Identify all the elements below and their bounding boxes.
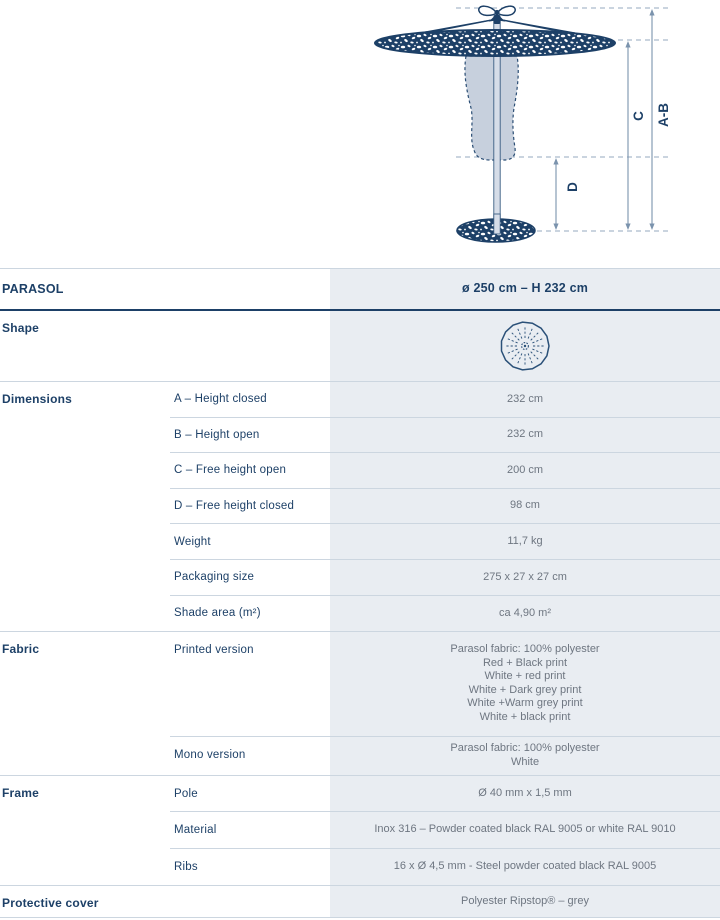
- protective-cover-shape: [465, 56, 518, 160]
- row-value: 275 x 27 x 27 cm: [330, 560, 720, 595]
- canopy: [375, 30, 615, 56]
- table-row: [170, 776, 720, 812]
- section-title-fabric: Fabric: [2, 642, 40, 657]
- row-value: 11,7 kg: [330, 524, 720, 559]
- table-row: [170, 418, 720, 454]
- row-label-empty: [170, 269, 330, 309]
- round-shape-icon: [498, 319, 552, 373]
- fabric-line: Parasol fabric: 100% polyester: [450, 742, 600, 755]
- row-label: Printed version: [174, 644, 254, 657]
- section-frame: [0, 776, 720, 886]
- row-value: 232 cm: [330, 382, 720, 417]
- table-row: [170, 632, 720, 737]
- table-row: [170, 524, 720, 560]
- section-fabric: [0, 632, 720, 776]
- row-label: D – Free height closed: [174, 500, 295, 513]
- row-label: B – Height open: [174, 428, 260, 441]
- row-label-empty: [170, 311, 330, 381]
- section-title-protective-cover: Protective cover: [2, 896, 99, 911]
- row-value-multiline: [330, 737, 720, 776]
- section-dimensions: [0, 382, 720, 632]
- section-parasol: [0, 269, 720, 311]
- row-label: Pole: [174, 787, 198, 800]
- table-row: [170, 886, 720, 917]
- row-value: Ø 40 mm x 1,5 mm: [330, 776, 720, 811]
- section-title-frame: Frame: [2, 786, 40, 801]
- shape-value-cell: [330, 311, 720, 381]
- row-label: Shade area (m²): [174, 607, 261, 620]
- row-label: A – Height closed: [174, 393, 267, 406]
- fabric-line: Red + Black print: [482, 656, 568, 669]
- table-row: [170, 737, 720, 776]
- parasol-diagram: [0, 0, 720, 268]
- row-label-empty: [170, 886, 330, 917]
- dimension-label-c: C: [631, 111, 646, 121]
- table-row: [170, 269, 720, 309]
- row-value: 200 cm: [330, 453, 720, 488]
- fabric-line: White + red print: [484, 670, 566, 683]
- row-label: Material: [174, 824, 217, 837]
- row-label: Packaging size: [174, 571, 255, 584]
- section-title-shape: Shape: [2, 321, 40, 335]
- row-label: C – Free height open: [174, 464, 287, 477]
- parasol-diagram-svg: [0, 0, 720, 268]
- fabric-line: Parasol fabric: 100% polyester: [450, 643, 600, 656]
- row-label: Mono version: [174, 748, 246, 761]
- table-row: [170, 812, 720, 848]
- row-value-multiline: [330, 632, 720, 736]
- spec-table: [0, 268, 720, 918]
- table-row: [170, 382, 720, 418]
- table-row: [170, 489, 720, 525]
- fabric-line: White +Warm grey print: [467, 697, 583, 710]
- row-value: ca 4,90 m²: [330, 596, 720, 632]
- table-row: [170, 596, 720, 632]
- row-value: 232 cm: [330, 418, 720, 453]
- row-value: Inox 316 – Powder coated black RAL 9005 or white RAL 9010: [330, 812, 720, 847]
- row-label: Ribs: [174, 860, 198, 873]
- dimension-label-d: D: [565, 182, 580, 192]
- hub: [494, 15, 501, 24]
- table-row: [170, 849, 720, 885]
- section-shape: [0, 311, 720, 382]
- table-row: [170, 560, 720, 596]
- section-title-parasol: PARASOL: [2, 282, 64, 296]
- dimension-label-ab: A-B: [656, 103, 671, 127]
- table-row: [170, 453, 720, 489]
- fabric-line: White + black print: [479, 710, 571, 723]
- pole-bottom: [494, 214, 500, 234]
- table-row: [170, 311, 720, 381]
- row-value: 98 cm: [330, 489, 720, 524]
- row-label: Weight: [174, 535, 211, 548]
- row-value: 16 x Ø 4,5 mm - Steel powder coated black RAL 9005: [330, 849, 720, 885]
- fabric-line: White: [510, 755, 540, 768]
- row-value: Polyester Ripstop® – grey: [330, 886, 720, 917]
- fabric-line: White + Dark grey print: [468, 683, 582, 696]
- parasol-size-value: ø 250 cm – H 232 cm: [330, 269, 720, 309]
- section-title-dimensions: Dimensions: [2, 392, 73, 406]
- section-protective-cover: [0, 886, 720, 918]
